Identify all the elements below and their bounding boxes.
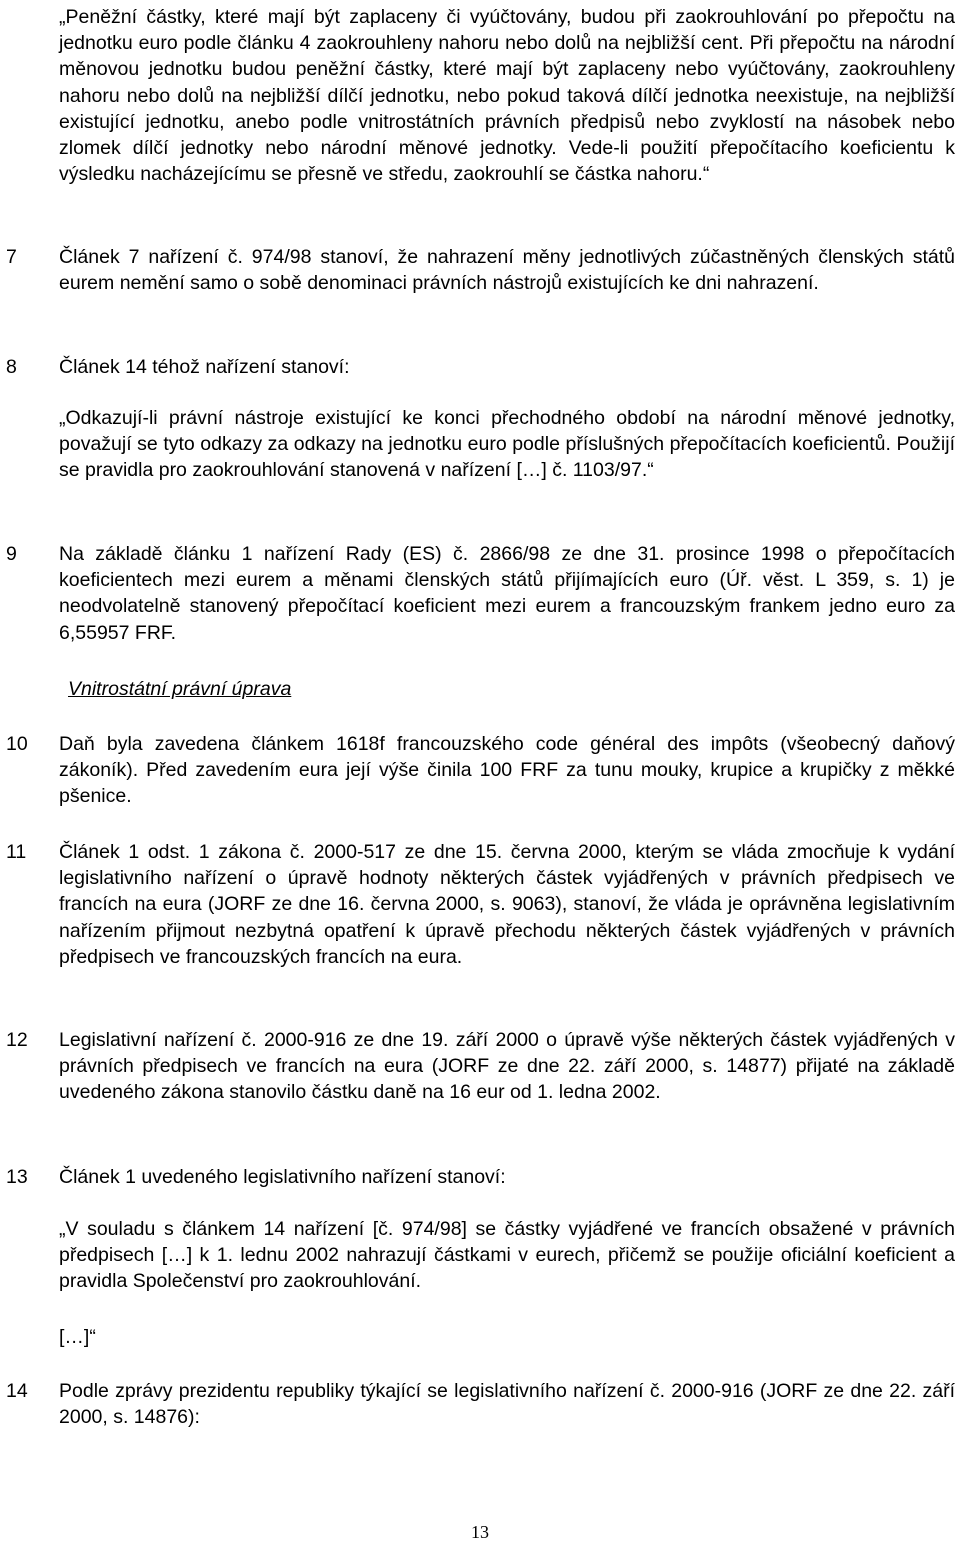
intro-quote: „Peněžní částky, které mají být zaplaceny či vyúčtovány, budou při zaokrouhlování po přepočtu na jednotku euro podle článku 4 zaokrouhleny nahoru nebo dolů na nejbližší cent. Při přepočtu na národní měnovou jednotku budou peněžní částky, které mají být zaplaceny nebo vyúčtovány, zaokrouhleny nahoru nebo dolů na nejbližší dílčí jednotku, nebo pokud taková dílčí jednotka neexistuje, na nejbližší existující jednotku, anebo podle vnitrostátních právních předpisů nebo zvyklostí na násobek nebo zlomek dílčí jednotky nebo národní měnové jednotky. Vede-li použití přepočítacího koeficientu k výsledku nacházejícímu se přesně ve středu, zaokrouhlí se částka nahoru.“	[59, 6, 955, 186]
quote-article-1: „V souladu s článkem 14 nařízení [č. 974/98] se částky vyjádřené ve francích obsažené v právních předpisech […] k 1. lednu 2002 nahrazují částkami v eurech, přičemž se použije oficiální koeficient a pravidla Společenství pro zaokrouhlování.	[59, 1218, 955, 1293]
paragraph-number-11: 11	[6, 841, 27, 863]
paragraph-number-12: 12	[6, 1029, 28, 1051]
quote-ellipsis: […]“	[59, 1326, 96, 1348]
page-number: 13	[471, 1522, 489, 1542]
paragraph-number-9: 9	[6, 543, 17, 565]
paragraph-13-text: Článek 1 uvedeného legislativního nařízení stanoví:	[59, 1166, 506, 1188]
paragraph-8-text: Článek 14 téhož nařízení stanoví:	[59, 356, 350, 378]
paragraph-number-14: 14	[6, 1380, 28, 1402]
paragraph-7-text: Článek 7 nařízení č. 974/98 stanoví, že nahrazení měny jednotlivých zúčastněných členských států eurem nemění samo o sobě denominaci právních nástrojů existujících ke dni nahrazení.	[59, 246, 955, 295]
paragraph-11-text: Článek 1 odst. 1 zákona č. 2000-517 ze dne 15. června 2000, kterým se vláda zmocňuje k vydání legislativního nařízení o úpravě hodnoty některých částek vyjádřených v právních předpisech ve francích na eura (JORF ze dne 16. června 2000, s. 9063), stanoví, že vláda je oprávněna legislativním nařízením přijmout nezbytná opatření k úpravě přechodu některých částek vyjádřených v právních předpisech ve francouzských francích na eura.	[59, 841, 955, 968]
paragraph-number-7: 7	[6, 246, 17, 268]
paragraph-12-text: Legislativní nařízení č. 2000-916 ze dne 19. září 2000 o úpravě výše některých částek vyjádřených v právních předpisech ve francích na eura (JORF ze dne 22. září 2000, s. 14877) přijaté na základě uvedeného zákona stanovilo částku daně na 16 eur od 1. ledna 2002.	[59, 1029, 955, 1104]
paragraph-14-text: Podle zprávy prezidentu republiky týkající se legislativního nařízení č. 2000-916 (JORF ze dne 22. září 2000, s. 14876):	[59, 1380, 955, 1429]
paragraph-number-13: 13	[6, 1166, 28, 1188]
paragraph-number-8: 8	[6, 356, 17, 378]
paragraph-number-10: 10	[6, 733, 28, 755]
paragraph-9-text: Na základě článku 1 nařízení Rady (ES) č. 2866/98 ze dne 31. prosince 1998 o přepočítacích koeficientech mezi eurem a měnami členských států přijímajících euro (Úř. věst. L 359, s. 1) je neodvolatelně stanovený přepočítací koeficient mezi eurem a francouzským frankem jedno euro za 6,55957 FRF.	[59, 543, 955, 644]
section-heading: Vnitrostátní právní úprava	[68, 678, 292, 700]
quote-article-14: „Odkazují-li právní nástroje existující ke konci přechodného období na národní měnové jednotky, považují se tyto odkazy za odkazy na jednotku euro podle příslušných přepočítacích koeficientů. Použijí se pravidla pro zaokrouhlování stanovená v nařízení […] č. 1103/97.“	[59, 407, 955, 482]
paragraph-10-text: Daň byla zavedena článkem 1618f francouzského code général des impôts (všeobecný daňový zákoník). Před zavedením eura její výše činila 100 FRF za tunu mouky, krupice a krupičky z měkké pšenice.	[59, 733, 955, 808]
